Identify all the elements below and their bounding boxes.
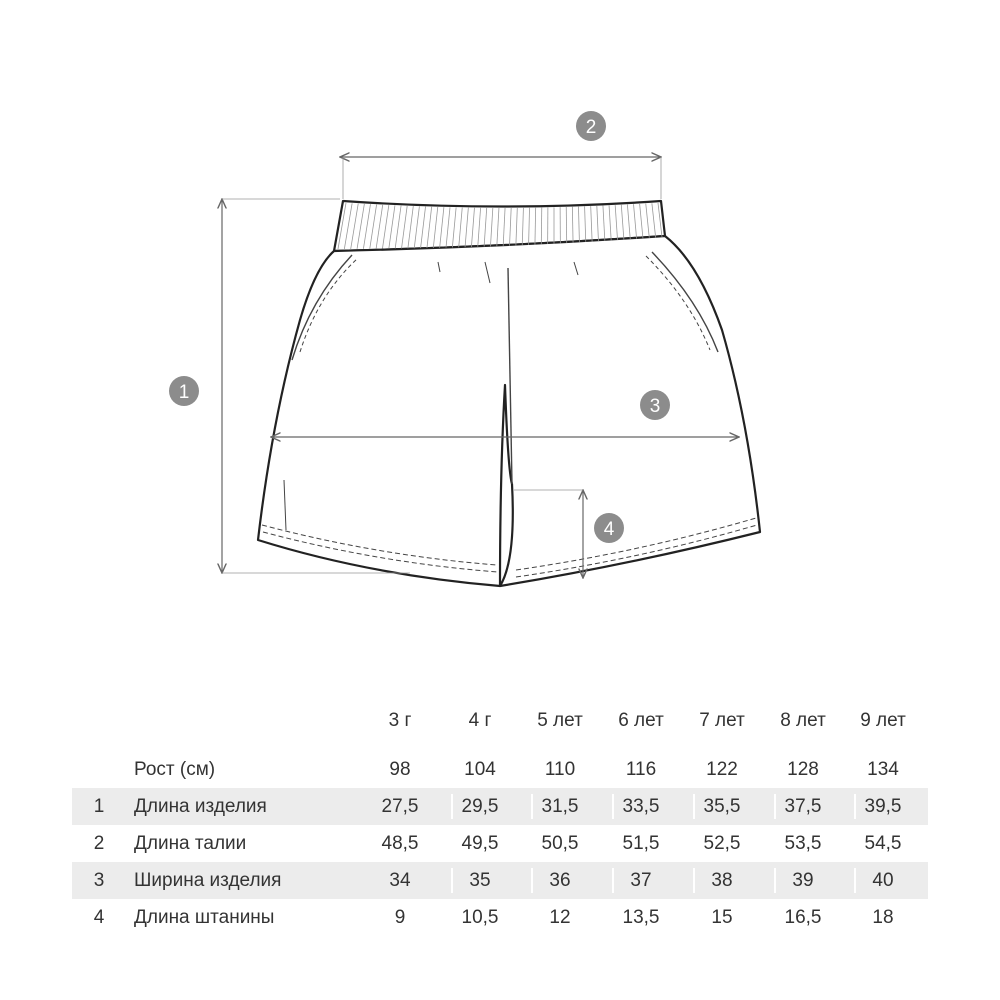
row-value: 116: [625, 759, 657, 780]
row-label: Рост (см): [134, 759, 216, 780]
row-number: 1: [93, 796, 105, 817]
row-number: 3: [93, 870, 105, 891]
row-value: 128: [787, 759, 819, 780]
row-value: 15: [711, 907, 733, 928]
row-value: 31,5: [541, 796, 579, 817]
row-label: Длина штанины: [134, 907, 275, 928]
badge-1: [169, 376, 199, 406]
column-divider: [531, 868, 533, 893]
column-divider: [774, 794, 776, 819]
badge-2-label: 2: [585, 117, 597, 138]
badge-3: [640, 390, 670, 420]
row-value: 29,5: [461, 796, 499, 817]
row-value: 9: [394, 907, 406, 928]
row-value: 37,5: [784, 796, 822, 817]
row-value: 51,5: [622, 833, 660, 854]
column-divider: [612, 868, 614, 893]
row-value: 52,5: [703, 833, 741, 854]
column-header: 9 лет: [860, 710, 906, 731]
row-value: 35: [469, 870, 491, 891]
row-value: 12: [549, 907, 571, 928]
column-header: 5 лет: [537, 710, 583, 731]
row-value: 13,5: [622, 907, 660, 928]
table-row: [72, 788, 928, 825]
row-value: 18: [872, 907, 894, 928]
table-header-row: [72, 702, 928, 739]
row-value: 35,5: [703, 796, 741, 817]
row-number: 4: [93, 907, 105, 928]
row-label: Ширина изделия: [134, 870, 282, 891]
row-value: 54,5: [864, 833, 902, 854]
row-value: 122: [706, 759, 738, 780]
row-value: 134: [867, 759, 899, 780]
row-number: [90, 751, 108, 788]
column-divider: [693, 868, 695, 893]
badge-2: [576, 111, 606, 141]
row-value: 36: [549, 870, 571, 891]
column-header: 6 лет: [618, 710, 664, 731]
size-table: [72, 702, 928, 936]
column-header: 4 г: [468, 710, 492, 731]
row-label: Длина талии: [134, 833, 247, 854]
badge-1-label: 1: [178, 382, 190, 403]
table-row: [72, 825, 928, 862]
row-value: 37: [630, 870, 652, 891]
column-divider: [693, 794, 695, 819]
badge-3-label: 3: [649, 396, 661, 417]
table-row: [72, 899, 928, 936]
row-value: 33,5: [622, 796, 660, 817]
badge-4-label: 4: [603, 519, 615, 540]
shorts-outline: [258, 201, 760, 586]
column-header: 3 г: [388, 710, 412, 731]
column-divider: [854, 868, 856, 893]
row-value: 38: [711, 870, 733, 891]
row-value: 49,5: [461, 833, 499, 854]
column-divider: [774, 868, 776, 893]
row-value: 16,5: [784, 907, 822, 928]
row-value: 40: [872, 870, 894, 891]
table-row: [72, 751, 928, 788]
column-divider: [531, 794, 533, 819]
row-value: 39: [792, 870, 814, 891]
row-value: 53,5: [784, 833, 822, 854]
row-value: 34: [389, 870, 411, 891]
row-value: 50,5: [541, 833, 579, 854]
column-divider: [612, 794, 614, 819]
row-value: 27,5: [381, 796, 419, 817]
row-value: 98: [389, 759, 411, 780]
row-value: 39,5: [864, 796, 902, 817]
row-value: 110: [544, 759, 576, 780]
column-header: 7 лет: [699, 710, 745, 731]
row-value: 48,5: [381, 833, 419, 854]
row-label: Длина изделия: [134, 796, 267, 817]
row-value: 10,5: [461, 907, 499, 928]
column-divider: [451, 794, 453, 819]
column-header: 8 лет: [780, 710, 826, 731]
row-number: 2: [93, 833, 105, 854]
column-divider: [451, 868, 453, 893]
badge-4: [594, 513, 624, 543]
row-value: 104: [464, 759, 496, 780]
table-row: [72, 862, 928, 899]
column-divider: [854, 794, 856, 819]
